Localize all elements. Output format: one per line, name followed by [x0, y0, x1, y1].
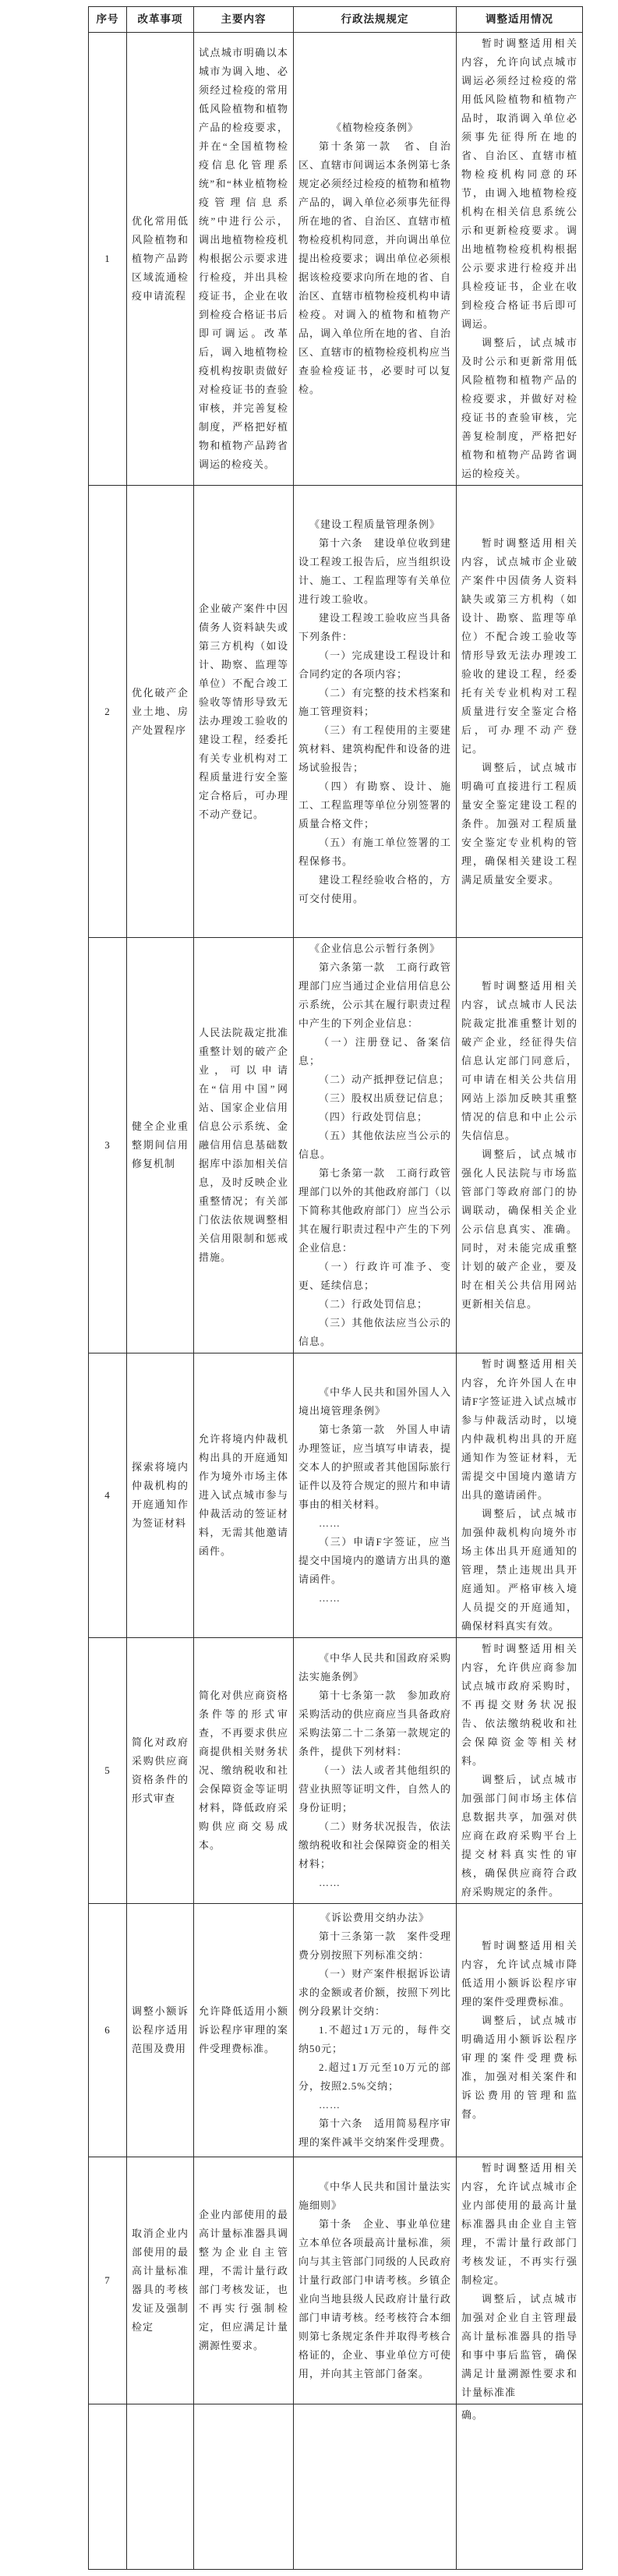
adjustment-cell: [457, 33, 583, 486]
regulation-cell: [294, 33, 457, 486]
header-main-content: 主要内容: [194, 7, 294, 33]
paragraph: 允许降低适用小额诉讼程序审理的案件受理费标准。: [199, 2005, 288, 2054]
reform-item-cell: [127, 2404, 194, 2570]
paragraph: 允许将境内仲裁机构出具的开庭通知作为境外市场主体进入试点城市参与仲裁活动的签证材料，无需其他邀请函件。: [199, 1433, 288, 1557]
paragraph: 调整后，试点城市强化人民法院与市场监管部门等政府部门的协调联动，确保相关企业公示信息真实、准确。同时，对未能完成重整计划的破产企业，要及时在相关公共信用网站更新相关信息。: [461, 1148, 577, 1310]
paragraph: 调整后，试点城市加强部门间市场主体信息数据共享，加强对供应商在政府采购平台上提交材料真实性的审核，确保供应商符合政府采购规定的条件。: [461, 1774, 577, 1898]
adjustment-cell: [457, 1904, 583, 2157]
paragraph: 暂时调整适用相关内容，允许试点城市企业内部使用的最高计量标准器具由企业自主管理，不需计量行政部门考核发证，不再实行强制检定。: [461, 2162, 577, 2286]
paragraph: （一）法人或者其他组织的营业执照等证明文件，自然人的身份证明；: [298, 1764, 452, 1813]
paragraph: 第十三条第一款 案件受理费分别按照下列标准交纳：: [298, 1930, 451, 1961]
main-content-cell: [194, 2157, 294, 2404]
paragraph: （四）有勘察、设计、施工、工程监理等单位分别签署的质量合格文件；: [298, 780, 452, 830]
paragraph: 暂时调整适用相关内容，允许外国人在申请F字签证进入试点城市参与仲裁活动时，以境内仲裁机构出具的开庭通知作为签证材料，无需提交中国境内邀请方出具的邀请函件。: [461, 1358, 577, 1501]
paragraph: （二）财务状况报告，依法缴纳税收和社会保障资金的相关材料；: [298, 1821, 452, 1870]
paragraph: 试点城市明确以本城市为调入地、必须经过检疫的常用低风险植物和植物产品的检疫要求，并在“全国植物检疫信息化管理系统”和“林业植物检疫管理信息系统”中进行公示，调出地植物检疫机构根据公示要求进行检疫，并出具检疫证书，企业在收到检疫合格证书后即可调运。改革后，调入地植物检疫机构按职责做好对检疫证书的查验审核，并完善复检制度，严格把好植物和植物产品跨省调运的检疫关。: [199, 47, 288, 470]
adjustment-cell: [457, 2157, 583, 2404]
paragraph: 《建设工程质量管理条例》: [309, 518, 440, 530]
paragraph: （三）申请F字签证，应当提交中国境内的邀请方出具的邀请函件。: [298, 1536, 452, 1585]
reform-item-cell: 调整小额诉讼程序适用范围及费用: [127, 1904, 194, 2157]
paragraph: ……: [319, 1517, 341, 1529]
paragraph: 建设工程竣工验收应当具备下列条件：: [298, 611, 451, 642]
serial-number-cell: 3: [89, 938, 127, 1353]
paragraph: 第十条第一款 省、自治区、直辖市间调运本条例第七条规定必须经过检疫的植物和植物产品的，调入单位必须事先征得所在地的省、自治区、直辖市植物检疫机构同意，并向调出单位提出检疫要求；调出单位必须根据该检疫要求向所在地的省、自治区、直辖市植物检疫机构申请检疫。对调入的植物和植物产品，调入单位所在地的省、自治区、直辖市的植物检疫机构应当查验检疫证书，必要时可以复检。: [298, 140, 452, 395]
main-content-cell: [194, 938, 294, 1353]
regulation-adjustment-table: [88, 6, 583, 2570]
table-row-6: [89, 1904, 583, 2157]
paragraph: 《中华人民共和国计量法实施细则》: [298, 2181, 451, 2211]
main-content-cell: [194, 2404, 294, 2570]
main-content-cell: [194, 33, 294, 486]
paragraph: 人民法院裁定批准重整计划的破产企业，可以申请在“信用中国”网站、国家企业信用信息公示系统、金融信用信息基础数据库中添加相关信息，及时反映企业重整情况；有关部门依法依规调整相关信用限制和惩戒措施。: [199, 1027, 288, 1263]
paragraph: 暂时调整适用相关内容，试点城市人民法院裁定批准重整计划的破产企业，经征得失信信息认定部门同意后，可申请在相关公共信用网站上添加反映其重整情况的信息和中止公示失信信息。: [461, 980, 577, 1141]
paragraph: 《植物检疫条例》: [330, 122, 418, 133]
paragraph: 企业破产案件中因债务人资料缺失或第三方机构（如设计、勘察、监理等单位）不配合竣工验收等情形导致无法办理竣工验收的建设工程，经委托有关专业机构对工程质量进行安全鉴定合格后，可办理不动产登记。: [199, 602, 288, 820]
reform-item-cell: 取消企业内部使用的最高计量标准器具的考核发证及强制检定: [127, 2157, 194, 2404]
adjustment-cell: [457, 938, 583, 1353]
main-content-cell: [194, 1353, 294, 1638]
table-row-3: [89, 938, 583, 1353]
table-row-5: [89, 1638, 583, 1904]
paragraph: 确。: [461, 2409, 484, 2421]
header-reform-item: 改革事项: [127, 7, 194, 33]
main-content-cell: [194, 1904, 294, 2157]
paragraph: 第十六条 适用简易程序审理的案件减半交纳案件受理费。: [298, 2118, 452, 2148]
paragraph: 简化对供应商资格条件等的形式审查，不再要求供应商提供相关财务状况、缴纳税收和社会保障资金等证明材料，降低政府采购供应商交易成本。: [199, 1690, 288, 1851]
adjustment-cell: [457, 2404, 583, 2570]
main-content-cell: [194, 1638, 294, 1904]
paragraph: （二）行政处罚信息；: [319, 1298, 429, 1310]
paragraph: 暂时调整适用相关内容，允许供应商参加试点城市政府采购时，不再提交财务状况报告、依法缴纳税收和社会保障资金等相关材料。: [461, 1643, 577, 1767]
paragraph: ……: [319, 2099, 341, 2111]
regulation-cell: [294, 1353, 457, 1638]
table-header-row: [89, 7, 583, 33]
paragraph: 1.不超过1万元的，每件交纳50元；: [298, 2024, 451, 2054]
paragraph: 第七条第一款 外国人申请办理签证，应当填写申请表，提交本人的护照或者其他国际旅行证件以及符合规定的照片和申请事由的相关材料。: [298, 1424, 452, 1510]
serial-number-cell: 6: [89, 1904, 127, 2157]
paragraph: （一）财产案件根据诉讼请求的金额或者价额，按照下列比例分段累计交纳：: [298, 1968, 452, 2017]
paragraph: （一）行政许可准予、变更、延续信息；: [298, 1261, 451, 1291]
paragraph: （二）动产抵押登记信息；: [319, 1074, 450, 1085]
paragraph: 调整后，试点城市明确适用小额诉讼程序审理的案件受理费标准，加强对相关案件和诉讼费用的管理和监督。: [461, 2015, 577, 2120]
paragraph: 第七条第一款 工商行政管理部门以外的其他政府部门（以下简称其他政府部门）应当公示其在履行职责过程中产生的下列企业信息：: [298, 1167, 452, 1254]
paragraph: 第十条 企业、事业单位建立本单位各项最高计量标准，须向与其主管部门同级的人民政府计量行政部门申请考核。乡镇企业向当地县级人民政府计量行政部门申请考核。经考核符合本细则第七条规定条件并取得考核合格证的，企业、事业单位方可使用，并向其主管部门备案。: [298, 2218, 452, 2380]
paragraph: 第十六条 建设单位收到建设工程竣工报告后，应当组织设计、施工、工程监理等有关单位进行竣工验收。: [298, 536, 452, 605]
paragraph: （五）其他依法应当公示的信息。: [298, 1130, 451, 1160]
paragraph: （二）有完整的技术档案和施工管理资料；: [298, 686, 451, 717]
paragraph: 《企业信息公示暂行条例》: [309, 943, 440, 954]
paragraph: 《诉讼费用交纳办法》: [320, 1912, 429, 1923]
table-row-4: [89, 1353, 583, 1638]
paragraph: （三）其他依法应当公示的信息。: [298, 1317, 451, 1347]
table-row-1: [89, 33, 583, 486]
paragraph: （一）完成建设工程设计和合同约定的各项内容；: [298, 649, 451, 680]
paragraph: （五）有施工单位签署的工程保修书。: [298, 836, 451, 867]
reform-item-cell: 健全企业重整期间信用修复机制: [127, 938, 194, 1353]
adjustment-cell: [457, 1353, 583, 1638]
main-content-cell: [194, 486, 294, 938]
reform-item-cell: 优化常用低风险植物和植物产品跨区域流通检疫申请流程: [127, 33, 194, 486]
paragraph: （一）注册登记、备案信息；: [298, 1036, 451, 1067]
header-regulation-provision: 行政法规规定: [294, 7, 457, 33]
paragraph: 第六条第一款 工商行政管理部门应当通过企业信用信息公示系统，公示其在履行职责过程中产生的下列企业信息：: [298, 961, 452, 1029]
paragraph: 建设工程经验收合格的，方可交付使用。: [298, 873, 451, 904]
paragraph: 第十七条第一款 参加政府采购活动的供应商应当具备政府采购法第二十二条第一款规定的条件，提供下列材料：: [298, 1690, 452, 1757]
regulation-cell: [294, 2404, 457, 2570]
regulation-cell: [294, 1638, 457, 1904]
paragraph: （四）行政处罚信息；: [319, 1111, 429, 1123]
table-row-continuation: [89, 2404, 583, 2570]
paragraph: 调整后，试点城市加强仲裁机构向境外市场主体出具开庭通知的管理，禁止违规出具开庭通知。严格审核入境人员提交的开庭通知，确保材料真实有效。: [461, 1508, 577, 1632]
reform-item-cell: 探索将境内仲裁机构的开庭通知作为签证材料: [127, 1353, 194, 1638]
serial-number-cell: [89, 2404, 127, 2570]
serial-number-cell: 5: [89, 1638, 127, 1904]
regulation-cell: [294, 2157, 457, 2404]
header-adjustment-status: 调整适用情况: [457, 7, 583, 33]
paragraph: 暂时调整适用相关内容，允许试点城市降低适用小额诉讼程序审理的案件受理费标准。: [461, 1940, 577, 2008]
regulation-cell: [294, 938, 457, 1353]
paragraph: 调整后，试点城市加强对企业自主管理最高计量标准器具的指导和事中事后监管，确保满足计量溯源性要求和计量标准准: [461, 2293, 577, 2398]
paragraph: 《中华人民共和国外国人入境出境管理条例》: [298, 1386, 451, 1417]
regulation-cell: [294, 1904, 457, 2157]
serial-number-cell: 2: [89, 486, 127, 938]
paragraph: 暂时调整适用相关内容，试点城市企业破产案件中因债务人资料缺失或第三方机构（如设计、勘察、监理等单位）不配合竣工验收等情形导致无法办理竣工验收的建设工程，经委托有关专业机构对工程质量进行安全鉴定合格后，可办理不动产登记。: [461, 536, 577, 755]
reform-item-cell: 简化对政府采购供应商资格条件的形式审查: [127, 1638, 194, 1904]
paragraph: 企业内部使用的最高计量标准器具调整为企业自主管理，不需计量行政部门考核发证，也不再实行强制检定，但应满足计量溯源性要求。: [199, 2209, 288, 2351]
regulation-cell: [294, 486, 457, 938]
paragraph: 调整后，试点城市明确可直接进行工程质量安全鉴定建设工程的条件。加强对工程质量安全鉴定专业机构的管理，确保相关建设工程满足质量安全要求。: [461, 761, 577, 886]
serial-number-cell: 1: [89, 33, 127, 486]
paragraph: ……: [319, 1592, 341, 1604]
header-serial-number: 序号: [89, 7, 127, 33]
paragraph: 暂时调整适用相关内容，允许向试点城市调运必须经过检疫的常用低风险植物和植物产品时，取消调入单位必须事先征得所在地的省、自治区、直辖市植物检疫机构同意的环节，由调入地植物检疫机构在相关信息系统公示和更新检疫要求。调出地植物检疫机构根据公示要求进行检疫并出具检疫证书，企业在收到检疫合格证书后即可调运。: [461, 37, 577, 330]
paragraph: 2.超过1万元至10万元的部分，按照2.5%交纳；: [298, 2061, 451, 2092]
reform-item-cell: 优化破产企业土地、房产处置程序: [127, 486, 194, 938]
paragraph: 《中华人民共和国政府采购法实施条例》: [298, 1652, 451, 1683]
serial-number-cell: 7: [89, 2157, 127, 2404]
adjustment-cell: [457, 1638, 583, 1904]
adjustment-cell: [457, 486, 583, 938]
table-row-2: [89, 486, 583, 938]
paragraph: ……: [319, 1877, 341, 1888]
paragraph: （三）股权出质登记信息；: [319, 1092, 450, 1104]
serial-number-cell: 4: [89, 1353, 127, 1638]
table-row-7: [89, 2157, 583, 2404]
paragraph: （三）有工程使用的主要建筑材料、建筑构配件和设备的进场试验报告；: [298, 724, 452, 773]
paragraph: 调整后，试点城市及时公示和更新常用低风险植物和植物产品的检疫要求，并做好对检疫证书的查验审核，完善复检制度，严格把好植物和植物产品跨省调运的检疫关。: [461, 337, 577, 479]
